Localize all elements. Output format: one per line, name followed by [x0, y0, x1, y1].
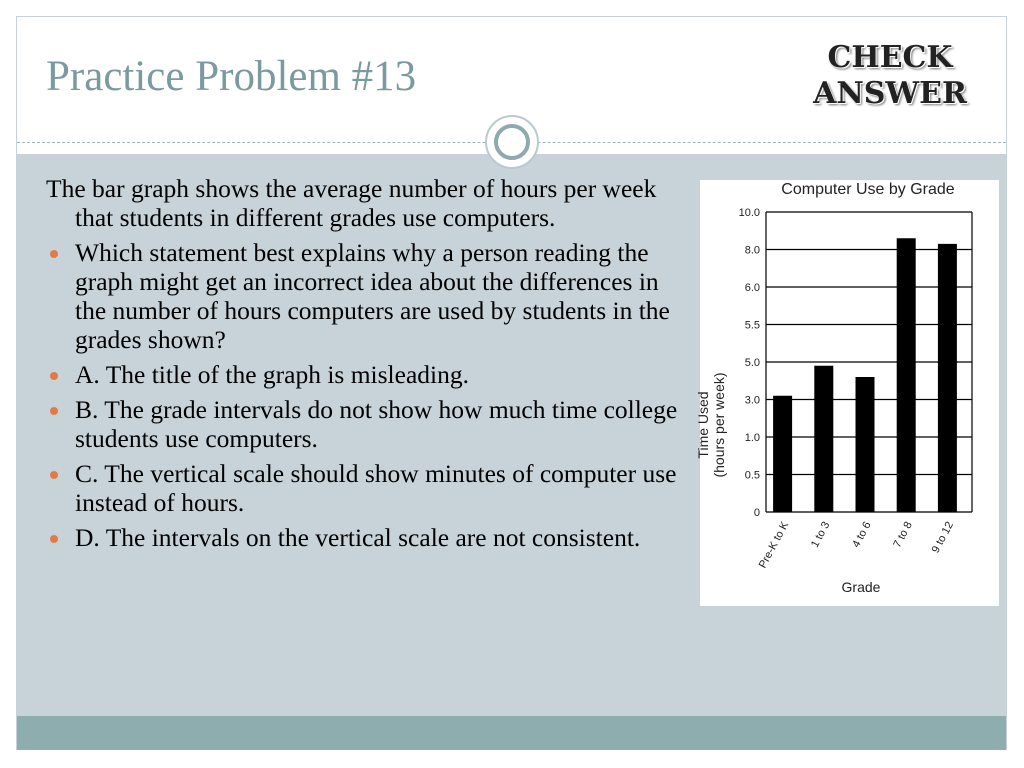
chart-container — [695, 180, 999, 606]
bullet-text: B. The grade intervals do not show how much time college students use computers. — [75, 395, 678, 453]
y-axis-label-line-2: (hours per week) — [711, 372, 727, 478]
y-tick-label: 0.5 — [744, 469, 760, 482]
x-tick-label: 1 to 3 — [808, 519, 833, 550]
footer-band — [17, 716, 1006, 750]
check-answer-button[interactable] — [800, 40, 980, 112]
x-tick-label: Pre-K to K — [756, 519, 792, 571]
x-axis-label: Grade — [841, 579, 881, 595]
y-tick-label: 8.0 — [744, 244, 760, 257]
y-tick-label: 1.0 — [744, 432, 760, 444]
slide-title: Practice Problem #13 — [46, 53, 417, 100]
bar — [897, 238, 916, 512]
x-tick-label: 4 to 6 — [850, 519, 874, 550]
bar — [856, 377, 875, 512]
bar — [773, 396, 792, 512]
bullet-dot-icon — [50, 372, 58, 380]
bullet-text: A. The title of the graph is misleading. — [75, 360, 469, 389]
answer-option-a[interactable] — [46, 360, 686, 389]
bullet-dot-icon — [50, 407, 58, 415]
x-tick-label: 9 to 12 — [929, 519, 957, 556]
y-tick-label: 5.5 — [744, 319, 760, 332]
x-tick-label: 7 to 8 — [891, 519, 915, 550]
bar-chart — [695, 180, 999, 606]
circle-ornament — [485, 115, 539, 169]
answer-option-d[interactable] — [46, 523, 686, 552]
bar — [814, 366, 833, 512]
y-tick-label: 3.0 — [744, 394, 760, 407]
answer-option-b[interactable] — [46, 395, 686, 453]
bullet-dot-icon — [50, 250, 58, 258]
intro-paragraph: The bar graph shows the average number of hours per week that students in different grades use computers. — [46, 174, 657, 232]
bullet-question — [46, 238, 686, 354]
bullet-text: C. The vertical scale should show minutes of computer use instead of hours. — [75, 459, 677, 517]
question-text — [46, 174, 686, 558]
check-answer-line-2: ANSWER — [813, 76, 967, 111]
y-tick-label: 0 — [753, 507, 760, 519]
answer-option-c[interactable] — [46, 459, 686, 517]
bar — [938, 244, 957, 512]
bullet-text: D. The intervals on the vertical scale are not consistent. — [75, 523, 641, 552]
bullet-dot-icon — [50, 471, 58, 479]
y-tick-label: 10.0 — [738, 207, 760, 219]
bullet-dot-icon — [50, 535, 58, 543]
y-axis-label-line-1: Time Used — [695, 391, 711, 459]
chart-title: Computer Use by Grade — [781, 181, 955, 198]
y-tick-label: 6.0 — [744, 282, 760, 294]
check-answer-line-1: CHECK — [827, 40, 953, 75]
y-tick-label: 5.0 — [744, 357, 760, 369]
bullet-text: Which statement best explains why a person reading the graph might get an incorrect idea about the differences in the number of hours computers are used by students in the grades shown? — [75, 238, 670, 354]
